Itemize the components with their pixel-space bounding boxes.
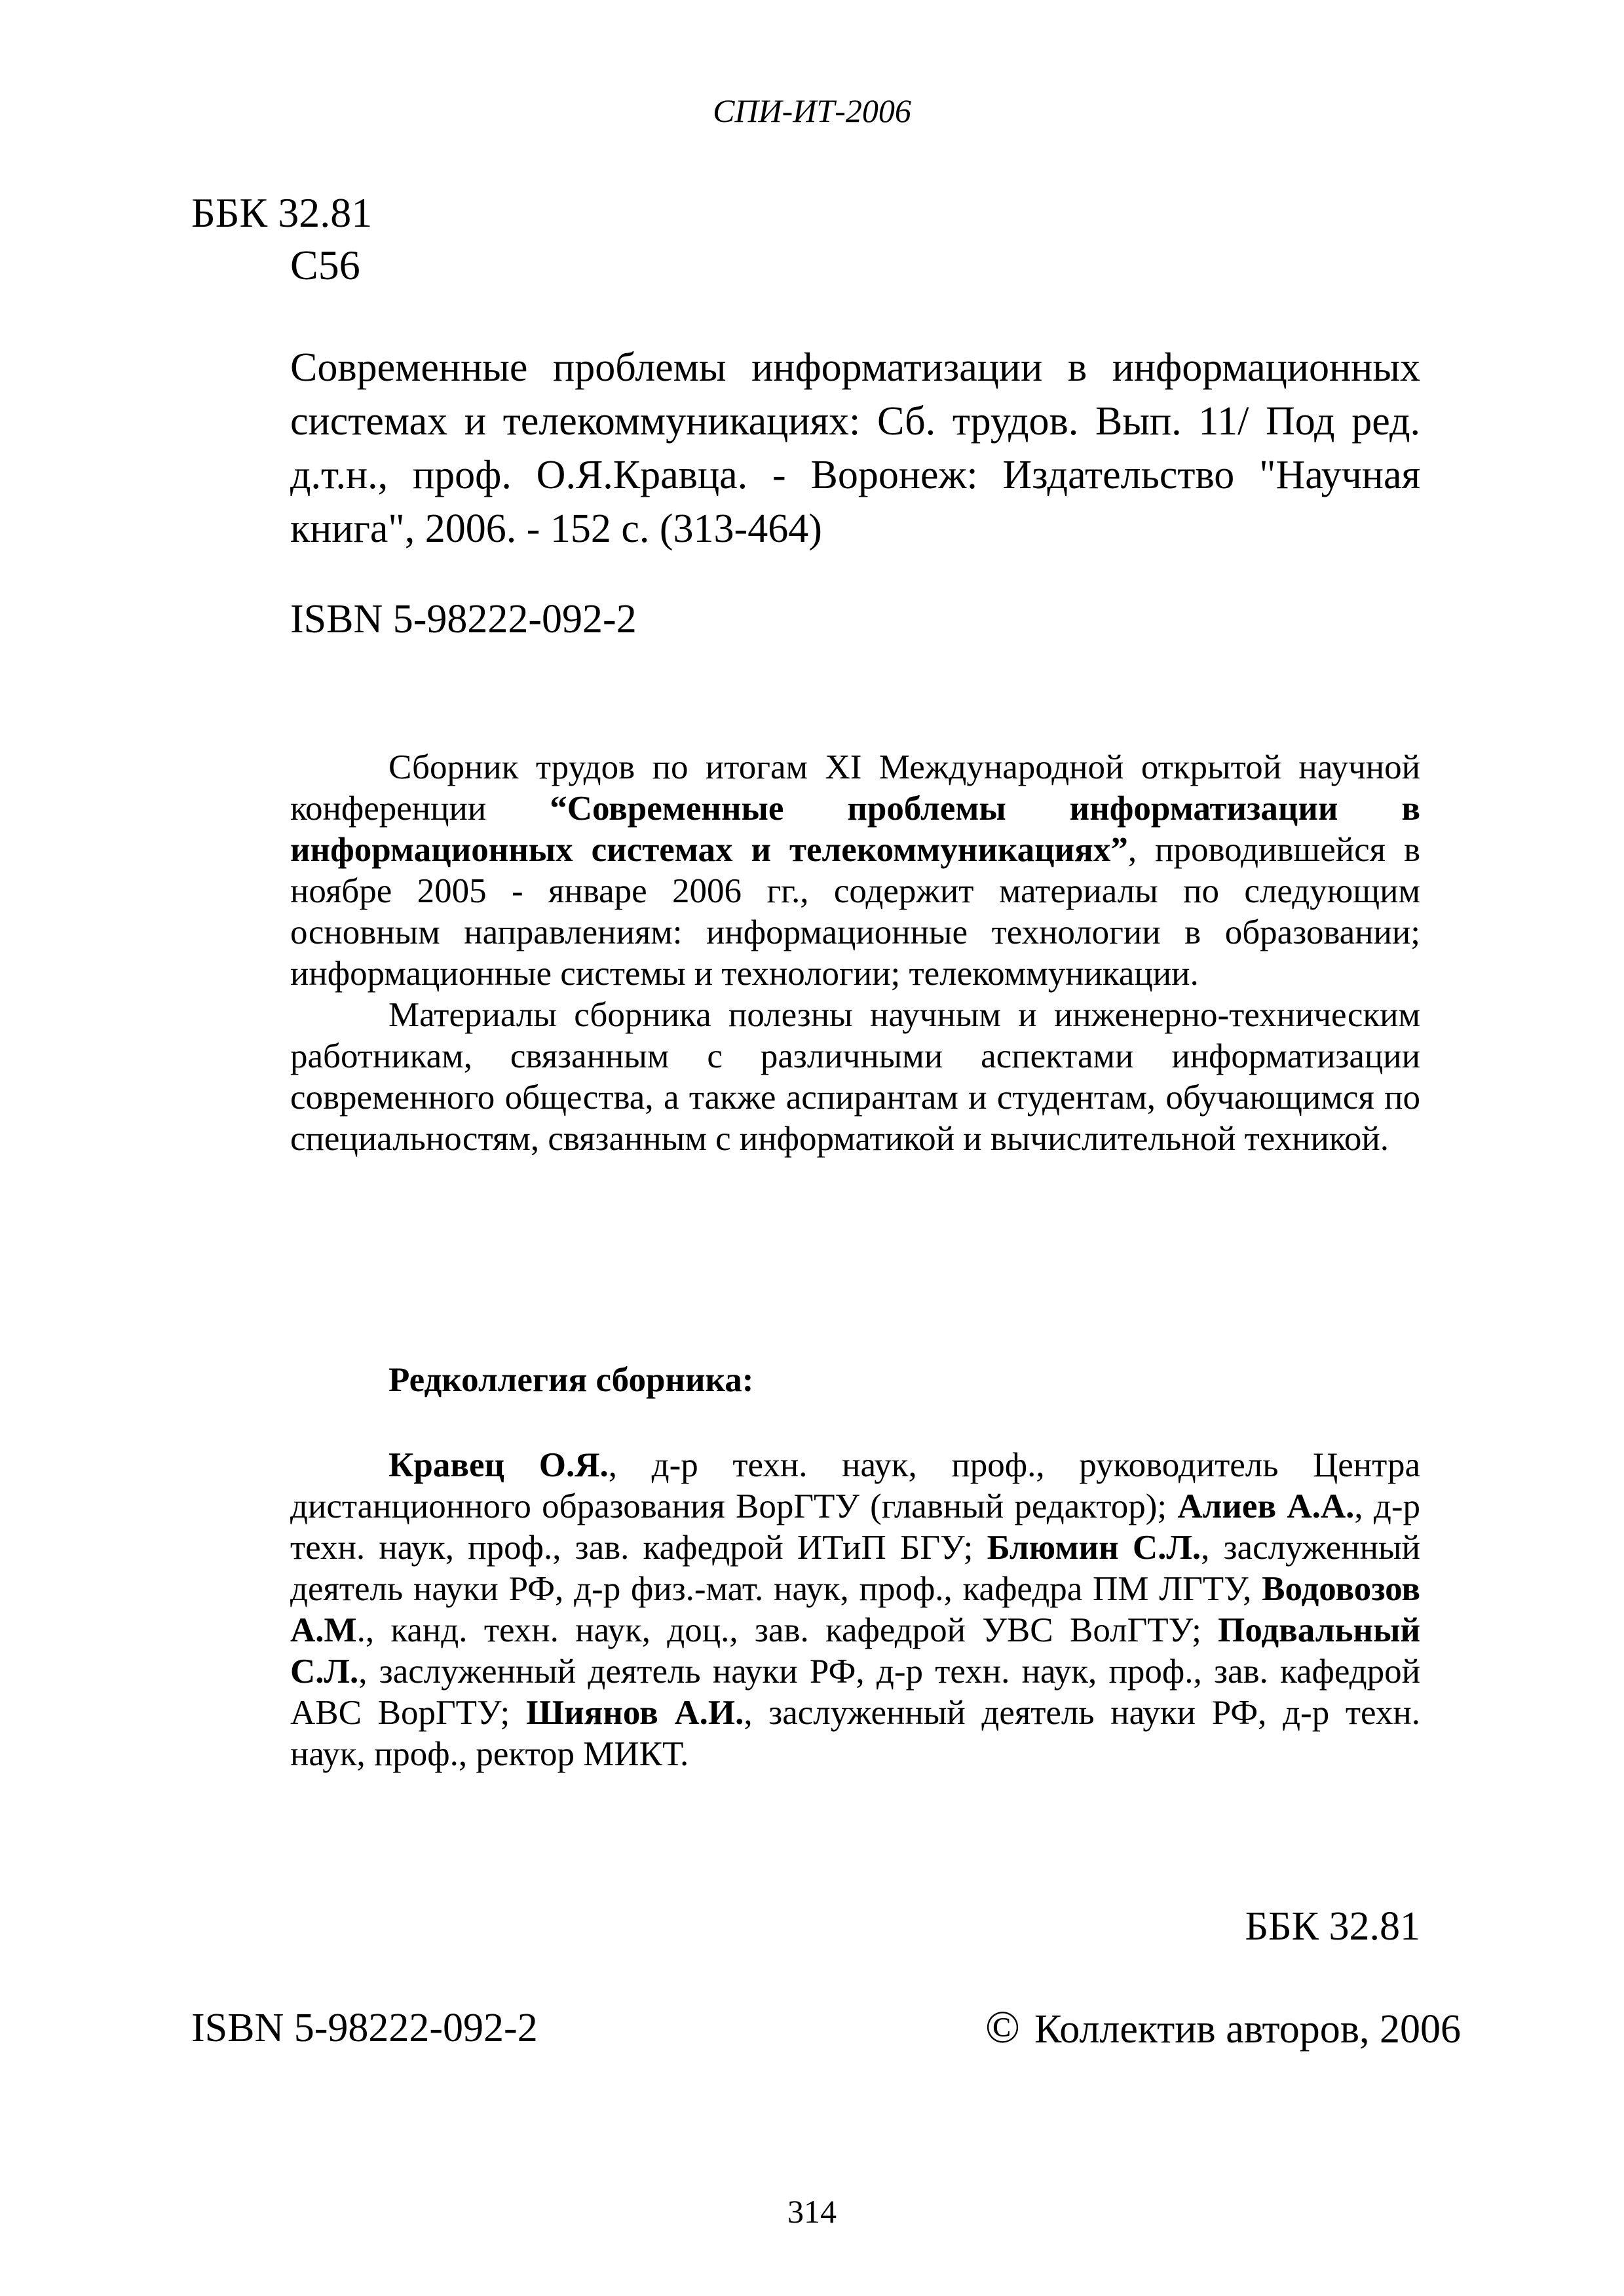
board-member-desc: , заслуженный деятель науки РФ, д-р техн. наук, проф., ректор МИКТ. [290,1694,1420,1773]
page-number: 314 [787,2193,837,2230]
board-member-name: Водовозов А.М [290,1570,1420,1649]
board-member-desc: , заслуженный деятель науки РФ, д-р техн. наук, проф., зав. кафедрой АВС ВорГТУ; [290,1653,1420,1732]
board-member-name: Шиянов А.И. [525,1694,744,1732]
board-member-desc: , д-р техн. наук, проф., зав. кафедрой ИТиП БГУ; [290,1487,1420,1567]
board-member-desc: , заслуженный деятель науки РФ, д-р физ.-мат. наук, проф., кафедра ПМ ЛГТУ, [290,1529,1420,1608]
bibliographic-citation: Современные проблемы информатизации в информационных системах и телекоммуникациях: Сб. трудов. Вып. 11/ Под ред. д.т.н., проф. О.Я.Кравца. - Воронеж: Издательство "Научная книга", 2006. - 152 с. (313-464) [290,345,1420,551]
conference-title: “Современные проблемы информатизации в информационных системах и телекоммуникациях” [290,790,1420,869]
copyright-notice [924,2002,1461,2056]
board-member-name: Кравец О.Я. [388,1446,609,1484]
abstract-paragraph-1 [290,747,1420,995]
isbn-main: ISBN 5-98222-092-2 [290,597,637,641]
abstract-p1-before: Сборник трудов по итогам XI Международной открытой научной конференции [290,748,1420,828]
running-header: СПИ-ИТ-2006 [713,92,911,129]
copyright-icon: © [985,2002,1020,2053]
abstract [290,747,1420,1160]
editorial-board-list [290,1445,1420,1775]
board-member-name: Алиев А.А. [1177,1487,1355,1525]
copyright-text: Коллектив авторов, 2006 [1034,2007,1461,2052]
isbn-bottom: ISBN 5-98222-092-2 [191,2006,538,2050]
abstract-p1-after: , проводившейся в ноябре 2005 - январе 2006 гг., содержит материалы по следующим основным направлениям: информационные технологии в образовании; информационные системы и технологии; телекоммуникации. [290,831,1421,993]
bbk-classification-bottom: ББК 32.81 [1245,1904,1420,1949]
abstract-paragraph-2: Материалы сборника полезны научным и инженерно-техническим работникам, связанным с различными аспектами информатизации современного общества, а также аспирантам и студентам, обучающимся по специальностям, связанным с информатикой и вычислительной техникой. [290,996,1420,1158]
board-member-desc: ., канд. техн. наук, доц., зав. кафедрой УВС ВолГТУ; [356,1611,1218,1649]
board-member-desc: , д-р техн. наук, проф., руководитель Центра дистанционного образования ВорГТУ (главный редактор); [290,1446,1420,1525]
bbk-classification-top: ББК 32.81 [191,189,373,236]
board-member-name: Блюмин С.Л. [987,1529,1201,1567]
board-member-name: Подвальный С.Л. [290,1611,1420,1691]
editorial-board-heading: Редколлегия сборника: [388,1361,754,1399]
author-mark-code: С56 [290,242,360,288]
